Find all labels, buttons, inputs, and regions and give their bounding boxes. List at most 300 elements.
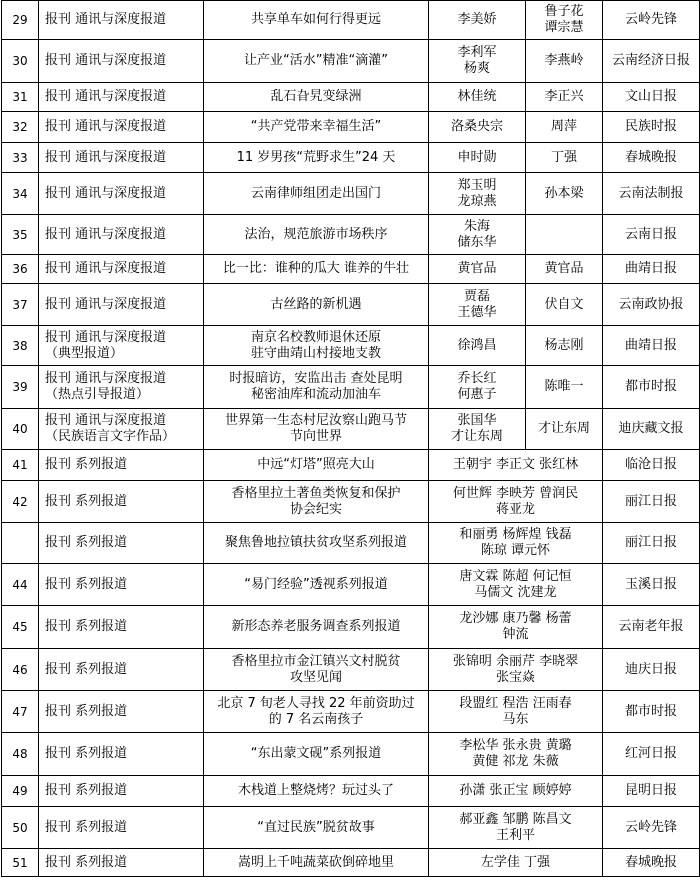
authors-cell-line: 杨爽 xyxy=(463,61,490,76)
row-number xyxy=(2,173,39,215)
publisher-cell xyxy=(603,1,700,40)
authors-cell-line: 贾磊 xyxy=(463,288,490,304)
table-row xyxy=(2,1,700,40)
authors-cell xyxy=(429,849,603,877)
publisher-cell-line: 曲靖日报 xyxy=(624,261,677,276)
authors-cell-line: 陈琼 谭元怀 xyxy=(480,543,551,558)
authors-cell-line: 左学佳 丁强 xyxy=(480,854,551,870)
publisher-cell-line: 丽江日报 xyxy=(624,535,677,550)
table-row xyxy=(2,523,700,564)
table-row xyxy=(2,776,700,807)
category-cell-line: 报刊 通讯与深度报道 xyxy=(45,371,167,386)
category-cell xyxy=(39,523,204,564)
row-number-line: 37 xyxy=(12,297,28,312)
category-cell xyxy=(39,450,204,481)
authors-cell xyxy=(429,523,603,564)
editors-cell xyxy=(526,83,603,112)
title-cell-line: 攻坚见闻 xyxy=(289,669,342,685)
category-cell-line: 报刊 通讯与深度报道 xyxy=(45,261,167,276)
editors-cell xyxy=(526,143,603,173)
category-cell xyxy=(39,143,204,173)
title-cell-line: 聚焦鲁地拉镇扶贫攻坚系列报道 xyxy=(224,535,407,550)
category-cell-line: 报刊 系列报道 xyxy=(45,535,128,550)
table-row xyxy=(2,649,700,691)
authors-cell-line: 林佳统 xyxy=(457,89,497,104)
authors-cell xyxy=(429,255,526,284)
authors-cell xyxy=(429,733,603,776)
authors-cell xyxy=(429,450,603,481)
row-number xyxy=(2,481,39,523)
category-cell-line: 报刊 系列报道 xyxy=(45,619,128,634)
category-cell-line: 报刊 系列报道 xyxy=(45,703,128,719)
publisher-cell xyxy=(603,40,700,83)
table-row xyxy=(2,564,700,606)
authors-cell-line: 洛桑央宗 xyxy=(450,119,503,134)
authors-cell-line: 马儒文 沈建龙 xyxy=(474,584,557,600)
row-number xyxy=(2,807,39,849)
table-row xyxy=(2,173,700,215)
publisher-cell-line: 都市时报 xyxy=(624,703,677,719)
awards-table-body xyxy=(2,1,700,877)
publisher-cell xyxy=(603,112,700,143)
editors-cell-line: 丁强 xyxy=(550,149,577,165)
table-row xyxy=(2,606,700,649)
category-cell-line: 报刊 通讯与深度报道 xyxy=(45,185,167,201)
category-cell-line: （民族语言文字作品） xyxy=(45,429,176,444)
title-cell-line: 乱石旮旯变绿洲 xyxy=(270,89,362,104)
category-cell-line: 报刊 通讯与深度报道 xyxy=(45,89,167,104)
row-number-line: 47 xyxy=(12,704,28,719)
table-row xyxy=(2,691,700,733)
title-cell-line: “共产党带来幸福生活” xyxy=(250,119,382,134)
category-cell-line: 报刊 通讯与深度报道 xyxy=(45,12,167,27)
authors-cell xyxy=(429,691,603,733)
row-number-line: 50 xyxy=(12,820,28,835)
row-number-line: 51 xyxy=(12,855,28,870)
row-number xyxy=(2,143,39,173)
authors-cell xyxy=(429,173,526,215)
row-number xyxy=(2,40,39,83)
publisher-cell-line: 云南法制报 xyxy=(618,185,684,201)
row-number-line: 39 xyxy=(12,380,28,394)
publisher-cell-line: 玉溪日报 xyxy=(624,576,677,592)
editors-cell-line: 黄官品 xyxy=(544,261,584,276)
category-cell xyxy=(39,284,204,326)
table-row xyxy=(2,807,700,849)
authors-cell-line: 龙琼燕 xyxy=(457,193,497,209)
editors-cell xyxy=(526,366,603,409)
row-number xyxy=(2,776,39,807)
authors-cell-line: 李松华 张永贵 黄璐 xyxy=(459,738,572,753)
publisher-cell xyxy=(603,173,700,215)
row-number xyxy=(2,450,39,481)
title-cell-line: 云南律师组团走出国门 xyxy=(250,185,381,201)
category-cell xyxy=(39,849,204,877)
title-cell xyxy=(204,215,429,255)
category-cell xyxy=(39,366,204,409)
title-cell-line: 香格里拉市金江镇兴文村脱贫 xyxy=(231,653,401,669)
editors-cell-line: 周萍 xyxy=(550,119,577,134)
category-cell xyxy=(39,326,204,366)
table-row xyxy=(2,326,700,366)
title-cell-line: 香格里拉土著鱼类恢复和保护 xyxy=(231,485,401,501)
row-number-line: 45 xyxy=(12,620,28,634)
category-cell-line: 报刊 系列报道 xyxy=(45,854,128,870)
title-cell xyxy=(204,733,429,776)
authors-cell xyxy=(429,481,603,523)
title-cell xyxy=(204,450,429,481)
table-row xyxy=(2,143,700,173)
title-cell xyxy=(204,83,429,112)
title-cell-line: 节向世界 xyxy=(289,429,342,444)
publisher-cell-line: 文山日报 xyxy=(624,89,677,104)
category-cell xyxy=(39,564,204,606)
title-cell xyxy=(204,1,429,40)
title-cell-line: “直过民族”脱贫故事 xyxy=(257,819,375,835)
title-cell-line: “易门经验”透视系列报道 xyxy=(244,576,388,592)
row-number-line: 38 xyxy=(12,338,28,353)
category-cell xyxy=(39,255,204,284)
category-cell xyxy=(39,112,204,143)
category-cell-line: 报刊 通讯与深度报道 xyxy=(45,119,167,134)
category-cell-line: 报刊 通讯与深度报道 xyxy=(45,53,167,68)
title-cell-line: 南京名校教师退休还原 xyxy=(250,329,381,345)
publisher-cell-line: 春城晚报 xyxy=(624,854,677,870)
title-cell-line: 北京 7 旬老人寻找 22 年前资助过 xyxy=(217,695,415,711)
publisher-cell xyxy=(603,284,700,326)
category-cell xyxy=(39,215,204,255)
editors-cell xyxy=(526,112,603,143)
authors-cell-line: 唐文霖 陈超 何记恒 xyxy=(459,568,572,584)
category-cell-line: 报刊 通讯与深度报道 xyxy=(45,413,167,428)
title-cell xyxy=(204,366,429,409)
row-number-line: 42 xyxy=(12,494,28,509)
editors-cell xyxy=(526,255,603,284)
title-cell-line: 共享单车如何行得更远 xyxy=(250,12,381,27)
authors-cell xyxy=(429,326,526,366)
authors-cell-line: 王德华 xyxy=(457,304,497,320)
category-cell xyxy=(39,649,204,691)
table-row xyxy=(2,284,700,326)
title-cell-line: “东出蒙文砚”系列报道 xyxy=(250,746,382,761)
authors-cell-line: 和丽勇 杨辉煌 钱磊 xyxy=(459,527,572,542)
authors-cell-line: 孙潇 张正宝 顾婷婷 xyxy=(459,783,572,798)
title-cell-line: 中远“灯塔”照亮大山 xyxy=(257,457,375,472)
row-number xyxy=(2,215,39,255)
publisher-cell xyxy=(603,776,700,807)
editors-cell-line: 孙本梁 xyxy=(544,185,584,201)
publisher-cell xyxy=(603,649,700,691)
publisher-cell xyxy=(603,366,700,409)
publisher-cell-line: 云南老年报 xyxy=(618,619,684,634)
table-row xyxy=(2,112,700,143)
title-cell xyxy=(204,112,429,143)
row-number-line: 44 xyxy=(12,577,28,592)
authors-cell-line: 张国华 xyxy=(457,413,497,428)
authors-cell xyxy=(429,807,603,849)
row-number xyxy=(2,691,39,733)
title-cell-line: 的 7 名云南孩子 xyxy=(268,711,364,727)
authors-cell-line: 黄官品 xyxy=(457,261,497,276)
publisher-cell xyxy=(603,215,700,255)
authors-cell-line: 徐鸿昌 xyxy=(457,337,497,353)
authors-cell-line: 龙沙娜 康乃馨 杨蕾 xyxy=(459,611,572,626)
authors-cell xyxy=(429,409,526,450)
authors-cell-line: 申时勋 xyxy=(457,149,497,165)
title-cell-line: 驻守曲靖山村接地支教 xyxy=(250,345,381,361)
title-cell xyxy=(204,40,429,83)
authors-cell-line: 郝亚鑫 邹鹏 陈昌文 xyxy=(459,811,572,827)
editors-cell xyxy=(526,1,603,40)
title-cell xyxy=(204,691,429,733)
authors-cell-line: 张宝焱 xyxy=(495,669,535,685)
category-cell-line: 报刊 系列报道 xyxy=(45,493,128,509)
authors-cell xyxy=(429,284,526,326)
authors-cell-line: 李利军 xyxy=(457,45,497,60)
category-cell xyxy=(39,481,204,523)
authors-cell-line: 乔长红 xyxy=(457,371,497,386)
row-number xyxy=(2,649,39,691)
title-cell-line: 世界第一生态村尼汝察山跑马节 xyxy=(224,413,407,428)
title-cell-line: 木栈道上整烧烤？玩过头了 xyxy=(237,783,394,798)
title-cell-line: 秘密油库和流动加油车 xyxy=(250,387,381,402)
table-row xyxy=(2,83,700,112)
row-number-line: 34 xyxy=(12,186,28,201)
title-cell xyxy=(204,776,429,807)
category-cell-line: 报刊 通讯与深度报道 xyxy=(45,329,167,345)
authors-cell xyxy=(429,83,526,112)
row-number xyxy=(2,112,39,143)
title-cell xyxy=(204,173,429,215)
publisher-cell-line: 云南经济日报 xyxy=(611,53,690,68)
authors-cell-line: 王朝宇 李正文 张红林 xyxy=(452,457,579,472)
category-cell xyxy=(39,691,204,733)
publisher-cell xyxy=(603,255,700,284)
publisher-cell xyxy=(603,83,700,112)
editors-cell-line: 伏自文 xyxy=(544,296,584,312)
authors-cell xyxy=(429,143,526,173)
category-cell xyxy=(39,776,204,807)
row-number xyxy=(2,83,39,112)
row-number xyxy=(2,606,39,649)
title-cell xyxy=(204,523,429,564)
authors-cell xyxy=(429,649,603,691)
authors-cell-line: 钟流 xyxy=(502,627,529,642)
authors-cell xyxy=(429,606,603,649)
publisher-cell xyxy=(603,143,700,173)
publisher-cell xyxy=(603,807,700,849)
row-number-line: 32 xyxy=(12,120,28,134)
row-number xyxy=(2,849,39,877)
title-cell xyxy=(204,564,429,606)
editors-cell xyxy=(526,409,603,450)
title-cell xyxy=(204,606,429,649)
editors-cell xyxy=(526,173,603,215)
table-row xyxy=(2,255,700,284)
title-cell-line: 11 岁男孩“荒野求生”24 天 xyxy=(236,149,396,165)
publisher-cell-line: 昆明日报 xyxy=(624,783,677,798)
category-cell xyxy=(39,1,204,40)
publisher-cell xyxy=(603,450,700,481)
row-number-line: 41 xyxy=(12,458,28,472)
row-number xyxy=(2,255,39,284)
category-cell-line: 报刊 通讯与深度报道 xyxy=(45,226,167,242)
editors-cell-line: 鲁子花 xyxy=(544,4,584,19)
authors-cell-line: 储东华 xyxy=(457,234,497,250)
title-cell xyxy=(204,284,429,326)
authors-cell-line: 马东 xyxy=(502,711,529,727)
table-row xyxy=(2,733,700,776)
authors-cell-line: 李美娇 xyxy=(457,12,497,27)
table-row xyxy=(2,409,700,450)
title-cell-line: 让产业“活水”精准“滴灌” xyxy=(244,53,388,68)
publisher-cell xyxy=(603,691,700,733)
title-cell-line: 协会纪实 xyxy=(289,501,342,517)
editors-cell xyxy=(526,215,603,255)
title-cell xyxy=(204,849,429,877)
row-number xyxy=(2,1,39,40)
row-number-line: 48 xyxy=(12,747,28,761)
row-number xyxy=(2,326,39,366)
row-number-line: 49 xyxy=(12,784,28,798)
editors-cell-line: 谭宗慧 xyxy=(544,20,584,35)
publisher-cell-line: 临沧日报 xyxy=(624,457,677,472)
authors-cell xyxy=(429,366,526,409)
publisher-cell xyxy=(603,733,700,776)
editors-cell-line: 杨志刚 xyxy=(544,337,584,353)
title-cell xyxy=(204,326,429,366)
editors-cell-line: 李燕岭 xyxy=(544,53,584,68)
table-row xyxy=(2,215,700,255)
publisher-cell-line: 春城晚报 xyxy=(624,149,677,165)
publisher-cell xyxy=(603,606,700,649)
editors-cell xyxy=(526,284,603,326)
publisher-cell xyxy=(603,523,700,564)
category-cell-line: 报刊 系列报道 xyxy=(45,661,128,677)
publisher-cell-line: 迪庆藏文报 xyxy=(618,421,684,436)
publisher-cell xyxy=(603,849,700,877)
authors-cell-line: 段盟红 程浩 汪雨春 xyxy=(459,695,572,711)
awards-table xyxy=(1,0,700,877)
row-number xyxy=(2,366,39,409)
row-number xyxy=(2,409,39,450)
title-cell xyxy=(204,649,429,691)
authors-cell-line: 张锦明 余丽芹 李晓翠 xyxy=(452,653,579,669)
category-cell xyxy=(39,409,204,450)
publisher-cell-line: 民族时报 xyxy=(624,119,677,134)
title-cell xyxy=(204,255,429,284)
publisher-cell-line: 曲靖日报 xyxy=(624,337,677,353)
category-cell-line: 报刊 通讯与深度报道 xyxy=(45,296,167,312)
authors-cell-line: 郑玉明 xyxy=(457,177,497,193)
title-cell xyxy=(204,481,429,523)
authors-cell-line: 黄健 祁龙 朱薇 xyxy=(472,754,559,769)
category-cell xyxy=(39,83,204,112)
row-number-line: 35 xyxy=(12,227,28,242)
table-row xyxy=(2,40,700,83)
editors-cell xyxy=(526,40,603,83)
publisher-cell xyxy=(603,409,700,450)
publisher-cell xyxy=(603,481,700,523)
row-number xyxy=(2,523,39,564)
title-cell-line: 新形态养老服务调查系列报道 xyxy=(231,619,401,634)
table-row xyxy=(2,849,700,877)
category-cell-line: 报刊 系列报道 xyxy=(45,819,128,835)
row-number xyxy=(2,733,39,776)
category-cell-line: 报刊 系列报道 xyxy=(45,746,128,761)
table-row xyxy=(2,481,700,523)
editors-cell-line: 才让东周 xyxy=(537,421,590,436)
authors-cell-line: 王利平 xyxy=(495,827,535,843)
category-cell xyxy=(39,807,204,849)
publisher-cell-line: 云南政协报 xyxy=(618,296,684,312)
authors-cell-line: 朱海 xyxy=(463,218,490,234)
publisher-cell-line: 云南日报 xyxy=(624,226,677,242)
row-number-line: 29 xyxy=(12,13,28,27)
row-number-line: 46 xyxy=(12,662,28,677)
category-cell-line: 报刊 通讯与深度报道 xyxy=(45,149,167,165)
publisher-cell-line: 都市时报 xyxy=(624,379,677,394)
title-cell xyxy=(204,143,429,173)
category-cell-line: 报刊 系列报道 xyxy=(45,457,128,472)
publisher-cell-line: 云岭先锋 xyxy=(624,12,677,27)
row-number-line: 30 xyxy=(12,54,28,68)
category-cell-line: 报刊 系列报道 xyxy=(45,576,128,592)
authors-cell-line: 蒋亚龙 xyxy=(495,501,535,517)
category-cell xyxy=(39,173,204,215)
authors-cell xyxy=(429,215,526,255)
publisher-cell xyxy=(603,564,700,606)
publisher-cell-line: 云岭先锋 xyxy=(624,819,677,835)
editors-cell xyxy=(526,326,603,366)
row-number xyxy=(2,284,39,326)
category-cell xyxy=(39,606,204,649)
category-cell-line: 报刊 系列报道 xyxy=(45,783,128,798)
title-cell-line: 比一比：谁种的瓜大 谁养的牛壮 xyxy=(222,261,410,276)
authors-cell xyxy=(429,40,526,83)
category-cell-line: （典型报道） xyxy=(45,345,124,361)
title-cell xyxy=(204,807,429,849)
authors-cell-line: 何惠子 xyxy=(457,387,497,402)
title-cell-line: 嵩明上千吨蔬菜砍倒碎地里 xyxy=(237,854,394,870)
publisher-cell-line: 丽江日报 xyxy=(624,493,677,509)
category-cell-line: （热点引导报道） xyxy=(45,387,150,402)
title-cell xyxy=(204,409,429,450)
authors-cell xyxy=(429,776,603,807)
row-number-line: 33 xyxy=(12,150,28,165)
title-cell-line: 古丝路的新机遇 xyxy=(270,296,362,312)
authors-cell-line: 何世辉 李映芳 曾润民 xyxy=(452,485,579,501)
publisher-cell-line: 红河日报 xyxy=(624,746,677,761)
authors-cell-line: 才让东周 xyxy=(450,429,503,444)
row-number-line: 40 xyxy=(12,422,28,436)
row-number xyxy=(2,564,39,606)
row-number-line: 36 xyxy=(12,262,28,276)
authors-cell xyxy=(429,112,526,143)
category-cell xyxy=(39,733,204,776)
table-row xyxy=(2,366,700,409)
publisher-cell-line: 迪庆日报 xyxy=(624,661,677,677)
row-number-line: 31 xyxy=(12,90,28,104)
table-row xyxy=(2,450,700,481)
editors-cell-line: 陈唯一 xyxy=(544,379,584,394)
authors-cell xyxy=(429,564,603,606)
title-cell-line: 法治，规范旅游市场秩序 xyxy=(244,226,388,242)
editors-cell-line: 李正兴 xyxy=(544,89,584,104)
title-cell-line: 时报暗访，安监出击 查处昆明 xyxy=(229,371,403,386)
authors-cell xyxy=(429,1,526,40)
publisher-cell xyxy=(603,326,700,366)
